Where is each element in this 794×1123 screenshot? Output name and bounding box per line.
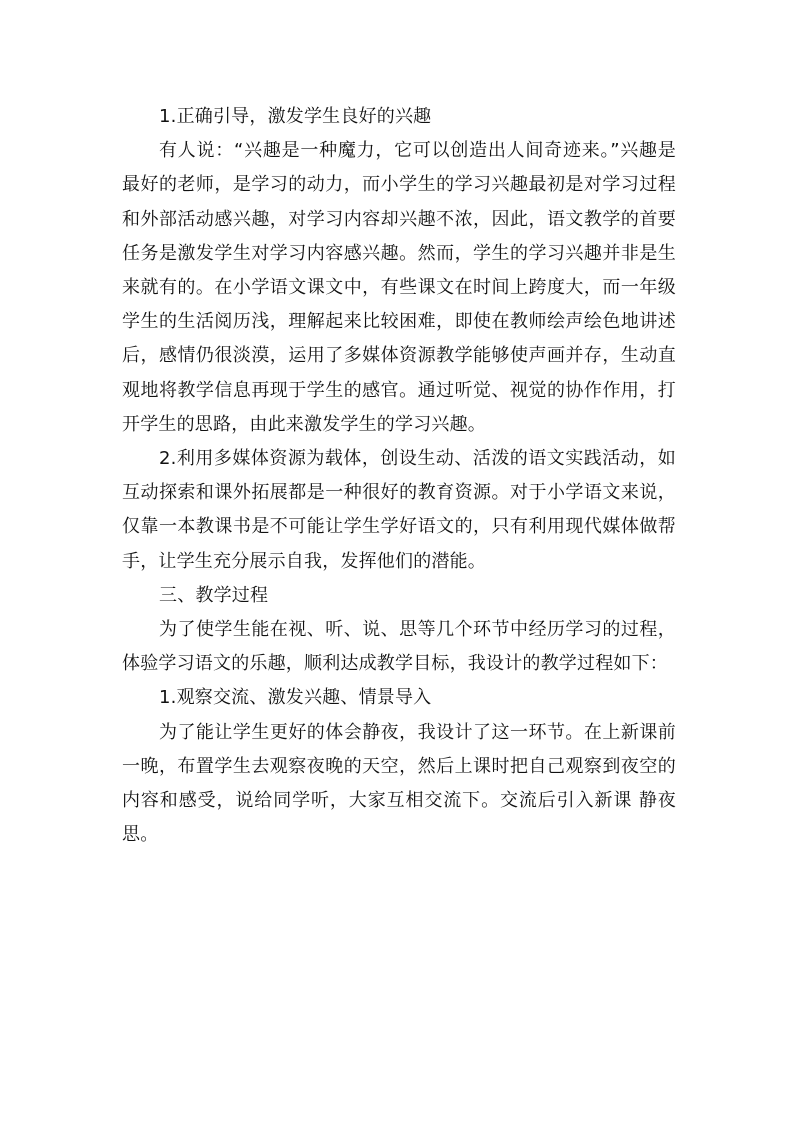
- document-body: [122, 100, 676, 852]
- paragraph-multimedia: 2.利用多媒体资源为载体，创设生动、活泼的语文实践活动，如互动探索和课外拓展都是一种很好的教育资源。对于小学语文来说，仅靠一本教课书是不可能让学生学好语文的，只有利用现代媒体做帮手，让学生充分展示自我，发挥他们的潜能。: [122, 448, 676, 572]
- section-heading-observation: 1.观察交流、激发兴趣、情景导入: [159, 687, 432, 709]
- paragraph-process-intro: 为了使学生能在视、听、说、思等几个环节中经历学习的过程，体验学习语文的乐趣，顺利达成教学目标，我设计的教学过程如下：: [122, 619, 676, 675]
- paragraph-interest: 有人说：“兴趣是一种魔力，它可以创造出人间奇迹来。”兴趣是最好的老师，是学习的动力，而小学生的学习兴趣最初是对学习过程和外部活动感兴趣，对学习内容却兴趣不浓，因此，语文教学的首要任务是激发学生对学习内容感兴趣。然而，学生的学习兴趣并非是生来就有的。在小学语文课文中，有些课文在时间上跨度大，而一年级学生的生活阅历浅，理解起来比较困难，即使在教师绘声绘色地讲述后，感情仍很淡漠，运用了多媒体资源教学能够使声画并存，生动直观地将教学信息再现于学生的感官。通过听觉、视觉的协作作用，打开学生的思路，由此来激发学生的学习兴趣。: [122, 140, 676, 435]
- section-heading-teaching-process: 三、教学过程: [159, 584, 269, 606]
- section-heading-guidance: 1.正确引导，激发学生良好的兴趣: [159, 106, 432, 127]
- paragraph-observation: 为了能让学生更好的体会静夜，我设计了这一环节。在上新课前一晚，布置学生去观察夜晚的天空，然后上课时把自己观察到夜空的内容和感受，说给同学听，大家互相交流下。交流后引入新课 静夜思。: [122, 721, 676, 846]
